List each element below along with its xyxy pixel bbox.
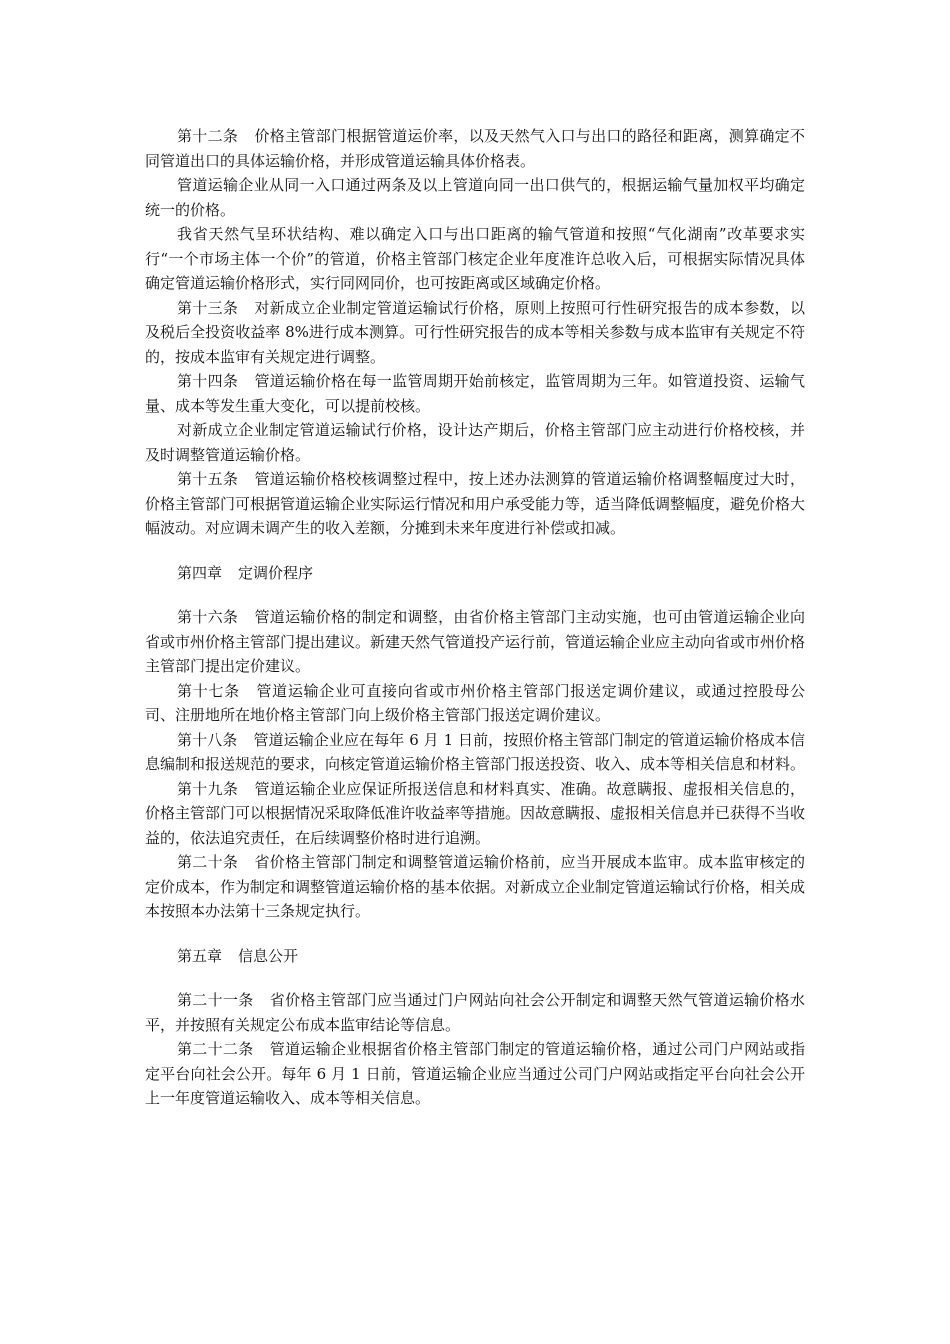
article-16: [145, 605, 805, 679]
article-heading: 第十四条: [177, 372, 239, 390]
chapter-number: 第五章: [177, 946, 223, 965]
chapter-title: 定调价程序: [238, 563, 314, 582]
document-body: [145, 124, 805, 1111]
article-text: 管道运输企业根据省价格主管部门制定的管道运输价格，通过公司门户网站或指定平台向社会公开。每年 6 月 1 日前，管道运输企业应当通过公司门户网站或指定平台向社会公开上一年度管道运输收入、成本等相关信息。: [145, 1040, 805, 1107]
chapter-4-heading: [145, 561, 805, 586]
article-text: 我省天然气呈环状结构、难以确定入口与出口距离的输气管道和按照“气化湖南”改革要求实行“一个市场主体一个价”的管道，价格主管部门核定企业年度准许总收入后，可根据实际情况具体确定管道运输价格形式，实行同网同价，也可按距离或区域确定价格。: [145, 225, 805, 292]
article-heading: 第十五条: [177, 470, 239, 488]
chapter-number: 第四章: [177, 563, 223, 582]
article-text: 管道运输价格的制定和调整，由省价格主管部门主动实施，也可由管道运输企业向省或市州价格主管部门提出建议。新建天然气管道投产运行前，管道运输企业应主动向省或市州价格主管部门提出定价建议。: [145, 608, 806, 675]
article-17: [145, 679, 805, 728]
article-heading: 第十八条: [177, 730, 238, 749]
article-text: 管道运输企业可直接向省或市州价格主管部门报送定调价建议，或通过控股母公司、注册地所在地价格主管部门向上级价格主管部门报送定调价建议。: [145, 681, 805, 724]
article-text: 管道运输企业应保证所报送信息和材料真实、准确。故意瞒报、虚报相关信息的，价格主管部门可以根据情况采取降低准许收益率等措施。因故意瞒报、虚报相关信息并已获得不当收益的，依法追究责任，在后续调整价格时进行追溯。: [145, 779, 806, 847]
article-14-para-2: [145, 418, 805, 467]
article-21: [145, 988, 805, 1037]
article-22: [145, 1037, 805, 1111]
article-19: [145, 777, 805, 851]
article-heading: 第十六条: [177, 608, 239, 626]
article-18: [145, 728, 805, 777]
article-text: 对新成立企业制定管道运输试行价格，设计达产期后，价格主管部门应主动进行价格校核，并及时调整管道运输价格。: [145, 421, 805, 464]
article-heading: 第十七条: [177, 681, 240, 700]
article-heading: 第十二条: [177, 127, 239, 145]
article-text: 省价格主管部门应当通过门户网站向社会公开制定和调整天然气管道运输价格水平，并按照有关规定公布成本监审结论等信息。: [145, 991, 805, 1034]
article-14: [145, 369, 805, 418]
article-12-para-3: [145, 222, 805, 296]
article-text: 对新成立企业制定管道运输试行价格，原则上按照可行性研究报告的成本参数，以及税后全投资收益率 8%进行成本测算。可行性研究报告的成本等相关参数与成本监审有关规定不符的，按成本监审有关规定进行调整。: [145, 298, 805, 366]
article-20: [145, 850, 805, 924]
article-15: [145, 467, 805, 541]
article-text: 管道运输企业从同一入口通过两条及以上管道向同一出口供气的，根据运输气量加权平均确定统一的价格。: [145, 176, 805, 219]
chapter-title: 信息公开: [238, 946, 299, 965]
chapter-5-heading: [145, 944, 805, 969]
article-text: 管道运输企业应在每年 6 月 1 日前，按照价格主管部门制定的管道运输价格成本信息编制和报送规范的要求，向核定管道运输价格主管部门报送投资、收入、成本等相关信息和材料。: [145, 730, 806, 773]
article-heading: 第十九条: [177, 779, 239, 798]
article-13: [145, 296, 805, 370]
article-text: 管道运输价格校核调整过程中，按上述办法测算的管道运输价格调整幅度过大时，价格主管部门可根据管道运输企业实际运行情况和用户承受能力等，适当降低调整幅度，避免价格大幅波动。对应调未调产生的收入差额，分摊到未来年度进行补偿或扣减。: [145, 470, 806, 537]
article-heading: 第十三条: [177, 298, 239, 317]
article-text: 价格主管部门根据管道运价率，以及天然气入口与出口的路径和距离，测算确定不同管道出口的具体运输价格，并形成管道运输具体价格表。: [145, 127, 805, 170]
article-text: 管道运输价格在每一监管周期开始前核定，监管周期为三年。如管道投资、运输气量、成本等发生重大变化，可以提前校核。: [145, 372, 805, 415]
article-heading: 第二十条: [177, 853, 239, 871]
article-12-para-2: [145, 173, 805, 222]
article-heading: 第二十一条: [177, 991, 254, 1009]
article-text: 省价格主管部门制定和调整管道运输价格前，应当开展成本监审。成本监审核定的定价成本，作为制定和调整管道运输价格的基本依据。对新成立企业制定管道运输试行价格，相关成本按照本办法第十三条规定执行。: [145, 853, 806, 920]
article-heading: 第二十二条: [177, 1040, 254, 1058]
article-12: [145, 124, 805, 173]
